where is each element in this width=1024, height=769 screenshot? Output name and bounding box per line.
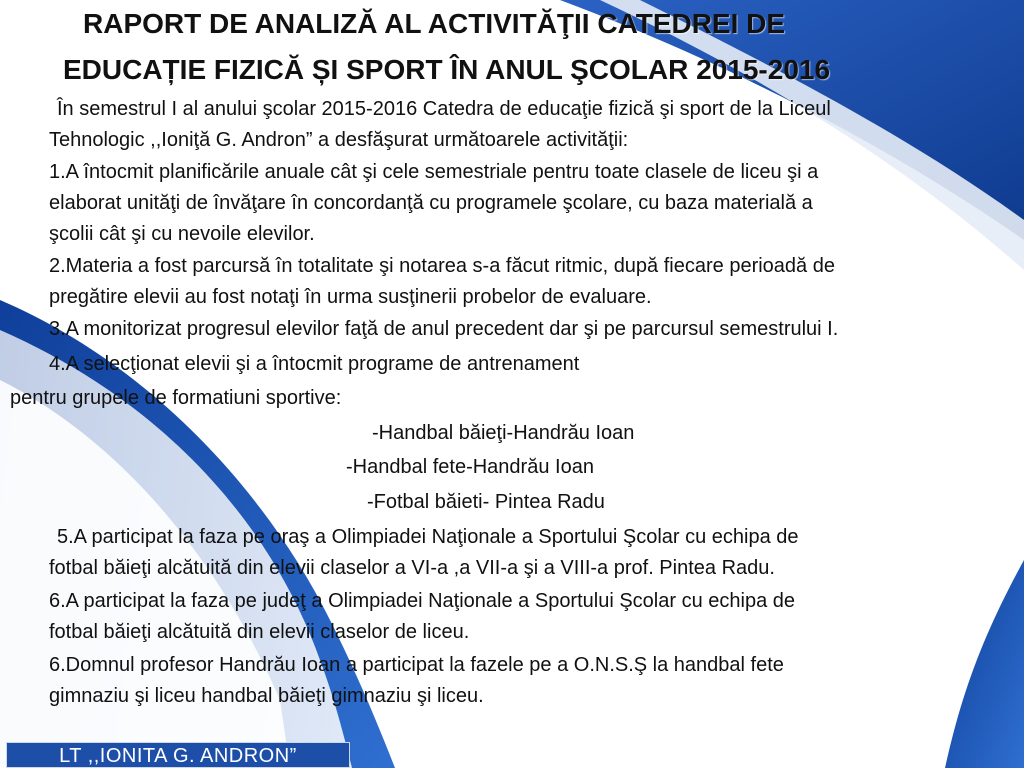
intro-line: Tehnologic ,,Ioniţă G. Andron” a desfăşurat următoarele activităţii: bbox=[49, 129, 629, 151]
footer-school-name: LT ,,IONITA G. ANDRON” bbox=[6, 742, 350, 768]
item-line: 5.A participat la faza pe oraş a Olimpiadei Naţionale a Sportului Şcolar cu echipa de bbox=[57, 526, 799, 548]
title-line-2: EDUCAȚIE FIZICĂ ȘI SPORT ÎN ANUL ŞCOLAR 2015-2016 bbox=[63, 54, 831, 85]
title-line-1: RAPORT DE ANALIZĂ AL ACTIVITĂŢII CATEDREI DE bbox=[83, 8, 786, 39]
item-line: pentru grupele de formatiuni sportive: bbox=[10, 387, 342, 409]
item-line: 4.A selecţionat elevii şi a întocmit programe de antrenament bbox=[49, 353, 580, 375]
team-line: -Handbal băieţi-Handrău Ioan bbox=[372, 422, 635, 444]
item-line: elaborat unităţi de învăţare în concordanţă cu programele şcolare, cu baza materială a bbox=[49, 192, 813, 214]
item-line: 3.A monitorizat progresul elevilor faţă de anul precedent dar şi pe parcursul semestrului I. bbox=[49, 318, 839, 340]
team-line: -Fotbal băieti- Pintea Radu bbox=[367, 491, 605, 513]
item-line: şcolii cât şi cu nevoile elevilor. bbox=[49, 223, 315, 245]
item-line: 6.A participat la faza pe judeţ a Olimpiadei Naţionale a Sportului Şcolar cu echipa de bbox=[49, 590, 796, 612]
item-line: fotbal băieţi alcătuită din elevii claselor a VI-a ,a VII-a şi a VIII-a prof. Pintea Radu. bbox=[49, 557, 775, 579]
team-line: -Handbal fete-Handrău Ioan bbox=[346, 456, 594, 478]
item-line: pregătire elevii au fost notaţi în urma susţinerii probelor de evaluare. bbox=[49, 286, 652, 308]
intro-line: În semestrul I al anului şcolar 2015-2016 Catedra de educaţie fizică şi sport de la Liceul bbox=[57, 98, 831, 120]
item-line: gimnaziu şi liceu handbal băieţi gimnaziu şi liceu. bbox=[49, 685, 484, 707]
item-line: fotbal băieţi alcătuită din elevii claselor de liceu. bbox=[49, 621, 470, 643]
item-line: 6.Domnul profesor Handrău Ioan a participat la fazele pe a O.N.S.Ş la handbal fete bbox=[49, 654, 784, 676]
item-line: 2.Materia a fost parcursă în totalitate şi notarea s-a făcut ritmic, după fiecare perioadă de bbox=[49, 255, 835, 277]
item-line: 1.A întocmit planificările anuale cât şi cele semestriale pentru toate clasele de liceu şi a bbox=[49, 161, 819, 183]
